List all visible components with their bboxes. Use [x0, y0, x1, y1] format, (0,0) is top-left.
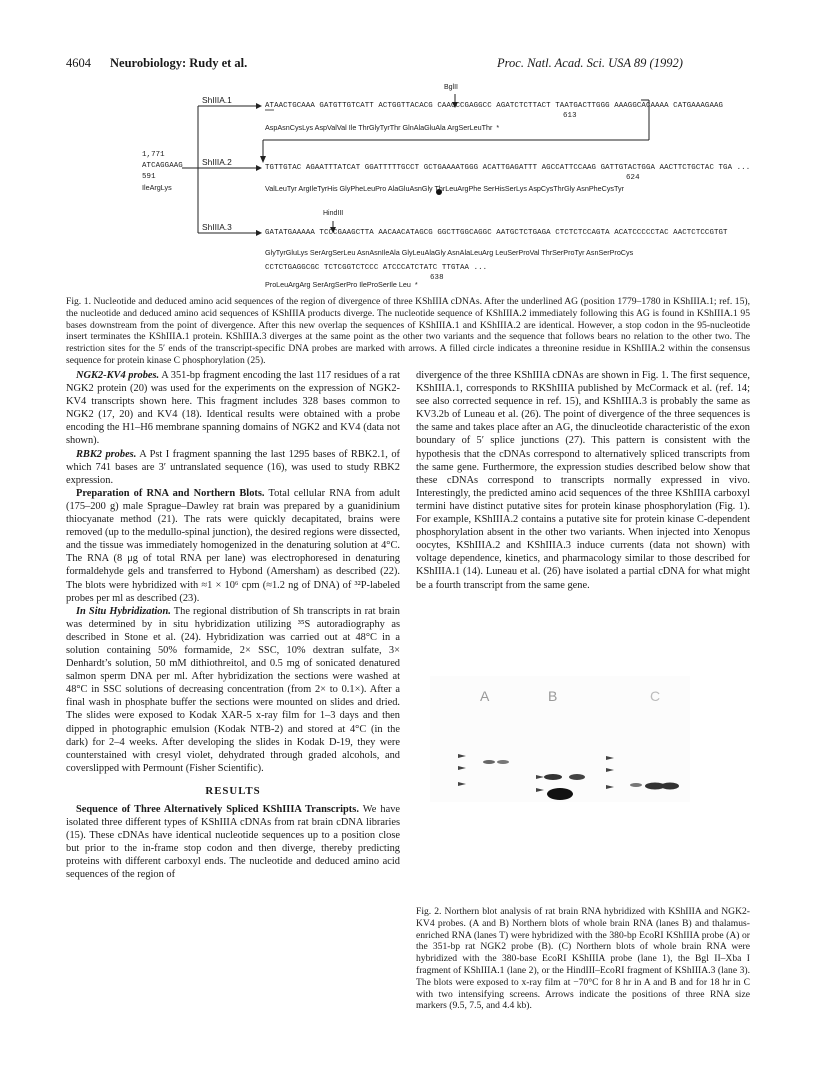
figure-2-blot-image: [430, 676, 690, 802]
section-head-sequence: Sequence of Three Alternatively Spliced KShIIIA Transcripts.: [76, 804, 359, 815]
left-sequence: ATCAGGAAG: [142, 162, 183, 170]
left-residue-number: 591: [142, 173, 156, 181]
hindiii-site-label: HindIII: [323, 210, 344, 217]
variant-label-2: ShIIIA.2: [202, 157, 232, 167]
section-head-insitu: In Situ Hybridization.: [76, 605, 171, 617]
sequence-2-residue-number: 624: [626, 174, 640, 182]
sequence-1-amino-acids: AspAsnCysLys AspValVal Ile ThrGlyTyrThr GlnAlaGluAla ArgSerLeuThr *: [265, 123, 500, 132]
figure-2-blot: [430, 676, 690, 802]
results-heading: RESULTS: [205, 784, 261, 797]
variant-label-1: ShIIIA.1: [202, 95, 232, 105]
sequence-1-residue-number: 613: [563, 112, 577, 120]
variant-label-3: ShIIIA.3: [202, 222, 232, 232]
figure-1-caption: Fig. 1. Nucleotide and deduced amino acid sequences of the region of divergence of three KShIIIA cDNAs. After the underlined AG (position 1779–1780 in KShIIIA.1; ref. 15), the nucleotide and deduced amino acid sequences of KShIIIA products diverge. The nucleotide sequence of KShIIIA.2 immediately following this AG is found in KShIIIA.1 95 bases downstream from the point of divergence. After this new overlap the sequences of KShIIIA.1 and KShIIIA.2 are identical. However, a stop codon in the 95-nucleotide insert terminates the KShIIIA.1 protein. KShIIIA.3 diverges at the same point as the other two variants and the sequence that follows bears no relation to the other two. The restriction sites for the 5′ ends of the transcript-specific DNA probes are marked with arrows. A filled circle indicates a threonine residue in KShIIIA.2 within the consensus sequence for protein kinase C phosphorylation (25).: [66, 296, 750, 366]
figure-1: [70, 84, 750, 289]
sequence-4-nucleotides: CCTCTGAGGCGC TCTCGGTCTCCC ATCCCATCTATC TTGTAA ...: [265, 264, 488, 272]
paragraph-insitu: The regional distribution of Sh transcripts in rat brain was determined by in situ hybridization utilizing ³⁵S autoradiography as described in Stone et al. (24). Hybridization was carried out at 48°C in a solution containing 50% formamide, 2× SSC, 10% dextran sulfate, 3× Denhardt’s solution, 50 mM dithiothreitol, and 0.5 mg of sonicated denatured salmon sperm DNA per ml. After hybridization the sections were washed at 48°C in SSC solutions of decreasing concentration (from 2× to 0.1×). After a final wash in phosphate buffer the sections were mounted on slides and dried. The slides were exposed to Kodak XAR-5 x-ray film for 1–3 days and then dipped in photographic emulsion (Kodak NTB-2) and stored at 4°C (in the dark) for 2–4 weeks. After developing the slides in Kodak D-19, they were counterstained with cresyl violet, dehydrated through graded alcohols, and coverslipped with Permount (Fisher Scientific).: [66, 605, 401, 774]
sequence-3-amino-acids: GlyTyrGluLys SerArgSerLeu AsnAsnIleAla GlyLeuAlaGly AsnAlaLeuArg LeuSerProVal ThrSerProTyr AsnSerProCys: [265, 248, 634, 257]
running-title: Neurobiology: Rudy et al.: [110, 56, 248, 70]
paragraph-sequence: We have isolated three different types of KShIIIA cDNAs from rat brain cDNA libraries (15). These cDNAs have identical nucleotide sequences up to a position close but prior to the in-frame stop codon and then diverge, thereby predicting proteins with different carboxyl ends. The nucleotide and deduced amino acid sequences of the region of: [66, 804, 400, 881]
paragraph-rna: Total cellular RNA from adult (175–200 g) male Sprague–Dawley rat brain was prepared by a guanidinium thiocyanate method (21). The rats were quickly decapitated, brains were removed (up to the medullo-spinal junction), the desired regions were dissected, and the tissue was immediately homogenized in the denaturing solution at 4°C. The RNA (8 μg of total RNA per lane) was electrophoresed in denaturing formaldehyde gels and transferred to Hybond (Amersham) as described (22). The blots were hybridized with ≈1 × 10⁶ cpm (≈1.2 ng of DNA) of ³²P-labeled probes per ml as described (23).: [66, 487, 400, 604]
figure-2-caption: Fig. 2. Northern blot analysis of rat brain RNA hybridized with KShIIIA and NGK2-KV4 probes. (A and B) Northern blots of whole brain RNA (lanes B) and thalamus-enriched RNA (lanes T) were hybridized with the 380-bp EcoRI KShIIIA probe (A) or the 351-bp rat NGK2 probe (B). (C) Northern blots of whole brain RNA were hybridized with the 380-base EcoRI KShIIIA probe (lane 1), the Bgl II–Xba I fragment of KShIIIA.1 (lane 2), or the HindIII–EcoRI fragment of KShIIIA.3 (lane 3). The blots were exposed to x-ray film at −70°C for 8 hr in A and B and for 18 hr in C with two intensifying screens. Arrows indicate the positions of three RNA size markers (9.5, 7.5, and 4.4 kb).: [416, 906, 750, 1012]
left-column: [66, 369, 400, 882]
journal-citation: Proc. Natl. Acad. Sci. USA 89 (1992): [497, 56, 683, 70]
paragraph-ngk2: A 351-bp fragment encoding the last 117 residues of a rat NGK2 protein (20) was used for the experiments on the expression of NGK2-KV4 transcripts shown here. This fragment includes 328 bases common to NGK2 (17, 20) and KV4 (18). Identical results were obtained with a probe encoding the H1–H6 membrane spanning domains of NGK2 and KV4 (data not shown).: [66, 370, 400, 447]
panel-label-b: B: [548, 688, 558, 704]
sequence-3-nucleotides: GATATGAAAAA TCCCGAAGCTTA AACAACATAGCG GGCTTGGCAGGC AATGCTCTGAGA CTCTCTCCAGTA ACATCCCCCTAC AACTCTCCGTGT: [265, 229, 728, 237]
bglii-site-label: BglII: [444, 84, 459, 91]
sequence-4-residue-number: 638: [430, 274, 444, 282]
paragraph-rbk2: A Pst I fragment spanning the last 1295 bases of RBK2.1, of which 741 bases are 3′ untranslated sequence (16), was used to study RBK2 expression.: [66, 448, 400, 486]
paragraph-divergence: divergence of the three KShIIIA cDNAs are shown in Fig. 1. The first sequence, KShIIIA.1, corresponds to RKShIIIA published by McCormack et al. (ref. 14; see also corrected sequence in ref. 15), and KShIIIA.3 is probably the same as KV3.2b of Luneau et al. (26). The point of divergence of the three sequences is the same and takes place after an AG, the dinucleotide characteristic of the exon boundary of 5′ splice junctions (27). This pattern is consistent with the hypothesis that the cDNAs correspond to alternatively spliced transcripts from the same gene. Furthermore, the expression studies described below show that these cDNAs correspond to transcripts normally expressed in vivo. Interestingly, the predicted amino acid sequences of the three KShIIIA carboxyl termini have distinct putative sites for protein kinase phosphorylation (Fig. 1). For example, KShIIIA.2 contains a putative site for protein kinase C-dependent phosphorylation absent in the other two variants. When injected into Xenopus oocytes, KShIIIA.2 and KShIIIA.3 induce currents (data not shown) with voltage dependence, kinetics, and pharmacology similar to those described for KShIIIA.1 (14). Luneau et al. (26) have isolated a partial cDNA for what might be a fourth transcript from the same gene.: [416, 370, 750, 591]
sequence-1-nucleotides: ATAACTGCAAA GATGTTGTCATT ACTGGTTACACG CAAGCCGAGGCC AGATCTCTTACT TAATGACTTGGG AAAGGCACAAAA CATGAAAGAAG: [265, 102, 724, 110]
right-column: [416, 369, 750, 592]
left-amino-acids: IleArgLys: [142, 183, 172, 192]
page-number: 4604: [66, 56, 91, 70]
panel-label-a: A: [480, 688, 490, 704]
sequence-4-amino-acids: ProLeuArgArg SerArgSerPro IleProSerIle Leu *: [265, 280, 418, 289]
section-head-ngk2: NGK2-KV4 probes.: [76, 370, 160, 381]
left-position: 1,771: [142, 151, 165, 159]
section-head-rna: Preparation of RNA and Northern Blots.: [76, 487, 265, 499]
sequence-2-nucleotides: TGTTGTAC AGAATTTATCAT GGATTTTTGCCT GCTGAAAATGGG ACATTGAGATTT AGCCATTCCAAG GATTGTACTGGA AACTTCTGCTAC TGA ...: [265, 164, 751, 172]
sequence-2-amino-acids: ValLeuTyr ArgIleTyrHis GlyPheLeuPro AlaGluAsnGly ThrLeuArgPhe SerHisSerLys AspCysThrGly AsnPheCysTyr: [265, 184, 624, 193]
section-head-rbk2: RBK2 probes.: [76, 448, 137, 460]
panel-label-c: C: [650, 688, 661, 704]
